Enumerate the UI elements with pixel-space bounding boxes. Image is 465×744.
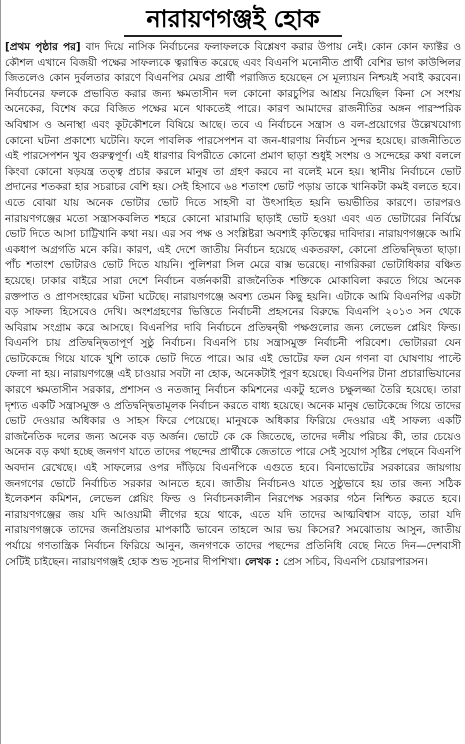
article-text: বাদ দিয়ে নাসিক নির্বাচনের ফলাফলকে বিশ্লেষণ করার উপায় নেই। কোন কোন ফ্যাক্টর ও কৌশল এখানে বিজয়ী পক্ষের সাফল্যকে ত্বরান্বিত করেছে এবং বিএনপি মনোনীত প্রার্থী বেশির ভাগ কাউন্সিলর জিতলেও কোন দুর্বলতার কারণে বিএনপির মেয়র প্রার্থী পরাজিত হয়েছেন সে মূল্যায়ন নিশ্চয়ই সবাই করবেন। নির্বাচনের ফলকে প্রভাবিত করার জন্য ক্ষমতাসীন দল কোনো কারচুপির আশ্রয় নিয়েছিল কিনা সে সংশয় অনেকের, বিশেষ করে বিজিত পক্ষের মনে থাকতেই পারে। কারণ আমাদের রাজনীতির অঙ্গন পারস্পরিক অবিশ্বাস ও অনাস্থা এবং কূটকৌশলে বিষিয়ে আছে। তবে এ নির্বাচনে সন্ত্রাস ও বল-প্রয়োগের উল্লেখযোগ্য কোনো ঘটনা প্রকাশ্যে ঘটেনি। ফলে পাবলিক পারসেপশন বা জন-ধারণায় নির্বাচন সুন্দর হয়েছে। রাজনীতিতে এই পারসেপশন খুব গুরুত্বপূর্ণ। এই ধারণার বিপরীতে কোনো প্রমাণ ছাড়া শুধুই সংশয় ও সন্দেহের কথা বললে কিংবা কোনো ষড়যন্ত্র তত্ত্ব প্রচার করলে মানুষ তা গ্রহণ করবে না বলেই মনে হয়। স্থানীয় নির্বাচনে ভোট প্রদানের শতকরা হার সচরাচর বেশি হয়। সেই হিসাবে ৬৪ শতাংশ ভোট পড়ায় তাকে খানিকটা কমই বলতে হবে। এতে বোঝা যায় অনেক ভোটার ভোট দিতে সাহসী বা উৎসাহিত হয়নি ভয়ভীতির কারণে। তারপরও নারায়ণগঞ্জের মতো সন্ত্রাসকবলিত শহরে কোনো মারামারি ছাড়াই ভোট হওয়া এবং এত ভোটারের নির্বিঘ্নে ভোট দিতে আসা চাট্টিখানি কথা নয়। এর সব পক্ষ ও সংশ্লিষ্টরা অবশ্যই কৃতিত্বের দাবিদার। নারায়ণগঞ্জকে আমি একধাপ অগ্রগতি মনে করি। কারণ, এই দেশে জাতীয় নির্বাচন হয়েছে একতরফা, কোনো প্রতিদ্বন্দ্বিতা ছাড়া। পাঁচ শতাংশ ভোটারও ভোট দিতে যায়নি। পুলিশরা সিল মেরে বাক্স ভরেছে। নাগরিকরা ভোটাধিকার বঞ্চিত হয়েছে। ঢাকার বাইরে সারা দেশে নির্বাচন বর্জনকারী রাজনৈতিক শক্তিকে মোকাবিলা করতে গিয়ে অনেক রক্তপাত ও প্রাণসংহারের ঘটনা ঘটেছে। নারায়ণগঞ্জে অবশ্য তেমন কিছু হয়নি। এটাকে আমি বিএনপির একটা বড় সাফল্য হিসেবেও দেখি। অংশগ্রহণের ভিত্তিতে নির্বাচনী প্রহসনের বিরুদ্ধে বিএনপি ২০১৩ সন থেকে অবিরাম সংগ্রাম করে আসছে। বিএনপির দাবি নির্বাচনে প্রতিদ্বন্দ্বী পক্ষগুলোর জন্য লেভেল প্লেয়িং ফিল্ড। বিএনপি চায় প্রতিদ্বন্দ্বিতাপূর্ণ সুষ্ঠু নির্বাচন। বিএনপি চায় সন্ত্রাসমুক্ত নির্বাচনী পরিবেশ। ভোটাররা যেন ভোটকেন্দ্রে গিয়ে যাকে খুশি তাকে ভোট দিতে পারে। আর এই ভোটের ফল যেন গণনা বা ঘোষণায় পাল্টে ফেলা না হয়। নারায়ণগঞ্জে এই চাওয়ার সবটা না হোক, অনেকটাই পূরণ হয়েছে। বিএনপির টানা প্রচারাভিযানের কারণে ক্ষমতাসীন সরকার, প্রশাসন ও নতজানু নির্বাচন কমিশনের একটু হলেও চক্ষুলজ্জা তৈরি হয়েছে। তারা দৃশ্যত একটি সন্ত্রাসমুক্ত ও প্রতিদ্বন্দ্বিতামূলক নির্বাচন করতে বাধ্য হয়েছে। অনেক মানুষ ভোটকেন্দ্রে গিয়ে তাদের ভোট দেওয়ার অধিকার ও সাহস ফিরে পেয়েছে। মানুষকে অধিকার ফিরিয়ে দেওয়ার এই সাফল্য একটি রাজনৈতিক দলের জন্য অনেক বড় অর্জন। ভোটে কে কে জিতেছে, তাদের দলীয় পরিচয় কী, তার চেয়েও অনেক বড় কথা হচ্ছে জনগণ যাতে তাদের পছন্দের প্রার্থীকে জেতাতে পারে সেই সুযোগ সৃষ্টির পেছনে বিএনপি অবদান রেখেছে। এই সাফল্যের ওপর দাঁড়িয়ে বিএনপিকে এগুতে হবে। বিনাভোটের সরকারের জায়গায় জনগণের ভোটে নির্বাচিত সরকার আনতে হবে। জাতীয় নির্বাচনও যাতে সুষ্ঠুভাবে হয় তার জন্য সঠিক ইলেকশন কমিশন, লেভেল প্লেয়িং ফিল্ড ও নির্বাচনকালীন নিরপেক্ষ সরকার গঠন নিশ্চিত করতে হবে। নারায়ণগঞ্জের জয় যদি আওয়ামী লীগের হয়ে থাকে, এতে যদি তাদের আত্মবিশ্বাস বাড়ে, তারা যদি নারায়ণগঞ্জকে তাদের জনপ্রিয়তার মাপকাঠি ভাবেন তাহলে আর ভয় কিসের? সমঝোতায় আসুন, জাতীয় পর্যায়ে গণতান্ত্রিক নির্বাচন ফিরিয়ে আনুন, জনগণকে তাদের পছন্দের প্রতিনিধি বেছে নিতে দিন—দেশবাসী সেটিই চাইছেন। নারায়ণগঞ্জই হোক শুভ সূচনার দীপশিখা। [5, 41, 461, 568]
article-headline: নারায়ণগঞ্জই হোক [124, 3, 341, 37]
continued-from-label: [প্রথম পৃষ্ঠার পর] [5, 41, 81, 53]
headline-area [5, 0, 461, 40]
article-body [5, 40, 461, 570]
author-label: লেখক : [244, 555, 280, 568]
author-designation: প্রেস সচিব, বিএনপি চেয়ারপারসন। [282, 555, 428, 568]
